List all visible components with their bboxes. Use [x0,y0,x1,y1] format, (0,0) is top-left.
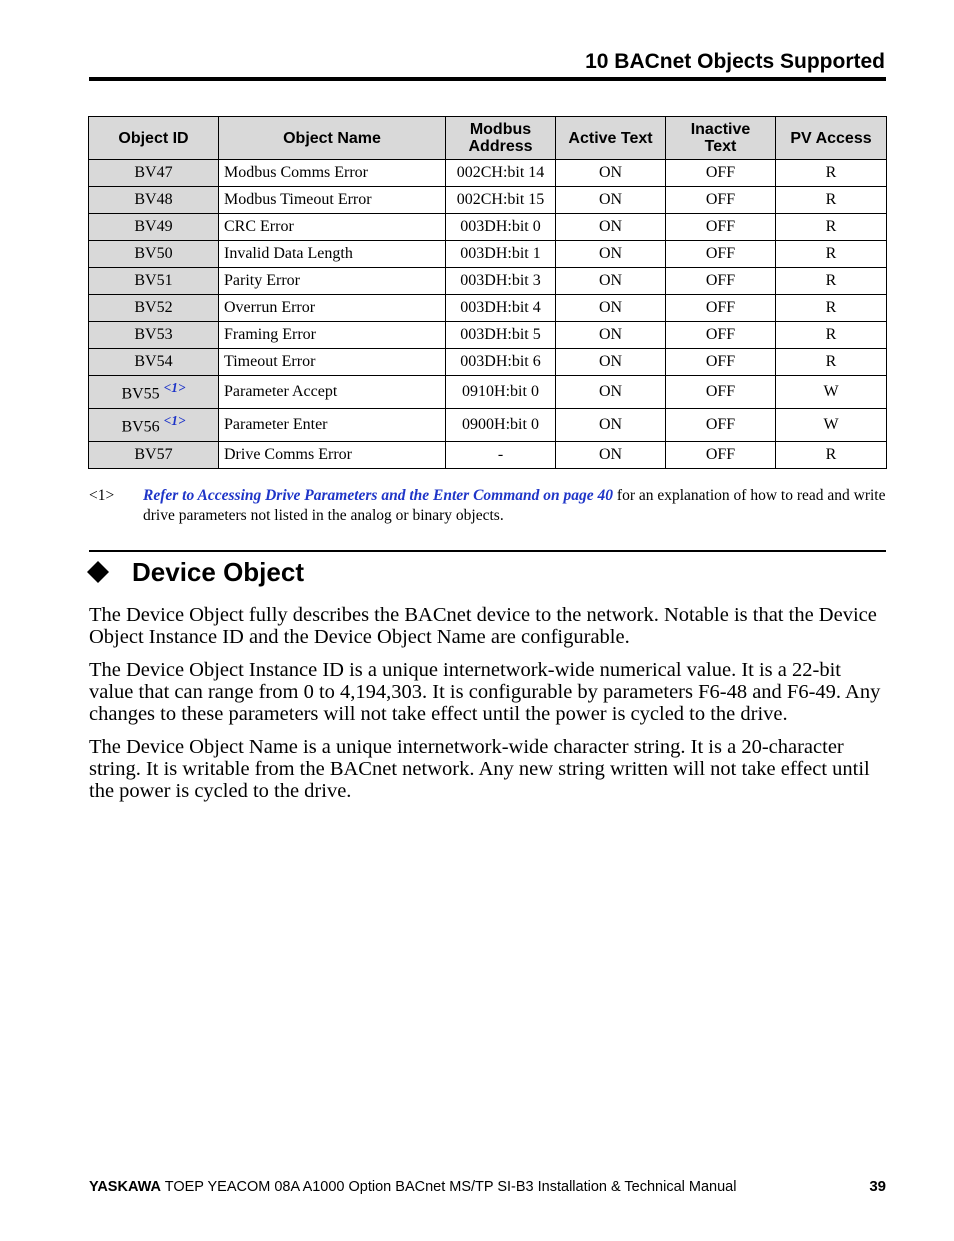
body-paragraph: The Device Object Instance ID is a unique internetwork-wide numerical value. It is a 22-bit value that can range from 0 to 4,194,303. It is configurable by parameters F6-48 and F6-49. Any changes to these parameters will not take effect until the power is cycled to the drive. [89,659,881,725]
object-id-text: BV57 [134,446,173,463]
cell-object-id [89,268,219,295]
cell-pv-access: R [776,268,887,295]
table-row [89,376,887,409]
cell-inactive-text: OFF [666,349,776,376]
cell-modbus-address: 003DH:bit 3 [446,268,556,295]
footer-brand: YASKAWA [89,1179,161,1195]
table-row [89,322,887,349]
footnote-link[interactable]: Refer to Accessing Drive Parameters and the Enter Command on page 40 [143,487,614,504]
cell-pv-access: R [776,241,887,268]
column-header-pv-access: PV Access [776,117,887,160]
cell-pv-access: W [776,409,887,442]
object-id-text: BV51 [134,272,173,289]
cell-object-id [89,160,219,187]
column-header-object-id: Object ID [89,117,219,160]
cell-inactive-text: OFF [666,241,776,268]
cell-inactive-text: OFF [666,214,776,241]
table-row [89,160,887,187]
footnote [89,486,889,526]
table-row [89,268,887,295]
page-number: 39 [869,1178,886,1195]
table-header-row [89,117,887,160]
cell-inactive-text: OFF [666,295,776,322]
cell-object-id [89,349,219,376]
cell-modbus-address: 002CH:bit 15 [446,187,556,214]
cell-pv-access: R [776,187,887,214]
section-title: Device Object [132,557,304,587]
footer-manual-title [89,1179,736,1195]
cell-active-text: ON [556,241,666,268]
cell-object-name: Timeout Error [219,349,446,376]
cell-object-id [89,241,219,268]
cell-pv-access: W [776,376,887,409]
cell-modbus-address: 003DH:bit 1 [446,241,556,268]
object-id-text: BV56 [121,418,160,436]
object-id-text: BV53 [134,326,173,343]
cell-inactive-text: OFF [666,187,776,214]
footnote-body: for an explanation of how to read and write drive parameters not listed in the analog or binary objects. [143,487,886,524]
cell-object-name: Parameter Enter [219,409,446,442]
table-row [89,214,887,241]
cell-object-name: CRC Error [219,214,446,241]
cell-inactive-text: OFF [666,160,776,187]
cell-pv-access: R [776,295,887,322]
footnote-reference-link[interactable]: <1> [163,380,186,396]
cell-pv-access: R [776,160,887,187]
cell-pv-access: R [776,214,887,241]
footer-manual: TOEP YEACOM 08A A1000 Option BACnet MS/TP SI-B3 Installation & Technical Manual [160,1179,737,1195]
cell-inactive-text: OFF [666,376,776,409]
object-id-text: BV55 [121,385,160,403]
cell-modbus-address: 002CH:bit 14 [446,160,556,187]
column-header-object-name: Object Name [219,117,446,160]
cell-object-id [89,295,219,322]
cell-active-text: ON [556,376,666,409]
object-id-text: BV47 [134,164,173,181]
table-row [89,187,887,214]
cell-modbus-address: 003DH:bit 6 [446,349,556,376]
column-header-active-text: Active Text [556,117,666,160]
page-header-title: 10 BACnet Objects Supported [585,50,885,73]
cell-modbus-address: 003DH:bit 5 [446,322,556,349]
cell-inactive-text: OFF [666,322,776,349]
cell-object-name: Invalid Data Length [219,241,446,268]
body-paragraph: The Device Object Name is a unique internetwork-wide character string. It is a 20-character string. It is writable from the BACnet network. Any new string written will not take effect until the power is cycled to the drive. [89,736,870,802]
cell-active-text: ON [556,442,666,469]
cell-object-id [89,442,219,469]
table-row [89,349,887,376]
cell-modbus-address: 003DH:bit 0 [446,214,556,241]
cell-active-text: ON [556,409,666,442]
cell-pv-access: R [776,349,887,376]
cell-active-text: ON [556,187,666,214]
cell-object-id [89,376,219,409]
table-row [89,409,887,442]
table-row [89,241,887,268]
cell-object-name: Parity Error [219,268,446,295]
cell-object-id [89,409,219,442]
cell-object-name: Overrun Error [219,295,446,322]
table-body [89,160,887,469]
cell-inactive-text: OFF [666,268,776,295]
column-header-modbus-address: Modbus Address [446,117,556,160]
column-header-inactive-text: Inactive Text [666,117,776,160]
table-row [89,295,887,322]
section-divider [89,550,886,552]
cell-active-text: ON [556,214,666,241]
cell-modbus-address: 003DH:bit 4 [446,295,556,322]
cell-object-name: Framing Error [219,322,446,349]
object-id-text: BV49 [134,218,173,235]
cell-modbus-address: 0910H:bit 0 [446,376,556,409]
object-id-text: BV50 [134,245,173,262]
cell-object-id [89,322,219,349]
binary-objects-table [88,116,887,469]
cell-object-name: Drive Comms Error [219,442,446,469]
body-paragraph: The Device Object fully describes the BACnet device to the network. Notable is that the Device Object Instance ID and the Device Object Name are configurable. [89,604,877,648]
table-row [89,442,887,469]
footnote-reference-link[interactable]: <1> [163,413,186,429]
cell-inactive-text: OFF [666,409,776,442]
cell-modbus-address: - [446,442,556,469]
cell-object-name: Modbus Timeout Error [219,187,446,214]
cell-modbus-address: 0900H:bit 0 [446,409,556,442]
cell-object-id [89,187,219,214]
cell-active-text: ON [556,349,666,376]
footnote-mark: <1> [89,487,115,504]
cell-inactive-text: OFF [666,442,776,469]
cell-object-id [89,214,219,241]
object-id-text: BV54 [134,353,173,370]
object-id-text: BV52 [134,299,173,316]
cell-object-name: Parameter Accept [219,376,446,409]
diamond-icon [87,561,109,583]
cell-object-name: Modbus Comms Error [219,160,446,187]
footnote-text [143,486,889,526]
cell-active-text: ON [556,295,666,322]
object-id-text: BV48 [134,191,173,208]
cell-pv-access: R [776,442,887,469]
cell-active-text: ON [556,160,666,187]
cell-active-text: ON [556,322,666,349]
cell-pv-access: R [776,322,887,349]
header-divider [89,77,886,81]
cell-active-text: ON [556,268,666,295]
